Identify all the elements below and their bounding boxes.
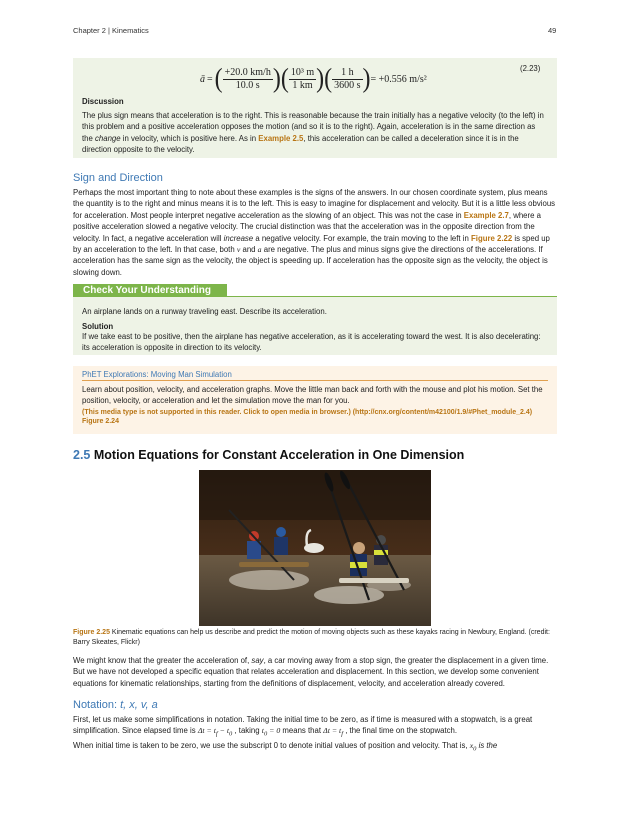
discussion-heading: Discussion xyxy=(82,97,124,106)
discussion-text: The plus sign means that acceleration is to the right. This is reasonable because the train initially has a negative velocity (to the left) in this problem and a positive acceleration opposes the motion (and so it is to the right). Again, acceleration is in the same direction as the change in velocity, which is positive here. As in Example 2.5, this acceleration can be called a deceleration since it is in the direction opposite to the velocity. xyxy=(82,111,544,155)
phet-title-rule xyxy=(82,380,548,381)
sign-direction-paragraph: Perhaps the most important thing to note about these examples is the signs of the answers. In our chosen coordinate system, plus means the quantity is to the right and minus means it is to the left. This is easy to imagine for displacement and velocity. But it is a little less obvious for acceleration. Most people interpret negative acceleration as the slowing of an object. This was not the case in Example 2.7, where a positive acceleration slowed a negative velocity. The crucial distinction was that the acceleration was in the opposite direction from the velocity. In fact, a negative acceleration will increase a negative velocity. For example, the train moving to the left in Figure 2.22 is sped up by an acceleration to the left. In that case, both v and a are negative. The plus and minus signs give the directions of the accelerations. If acceleration has the same sign as the velocity, the object is speeding up. If acceleration has the opposite sign as the velocity, the object is slowing down. xyxy=(73,188,556,277)
notation-paragraph-2: When initial time is taken to be zero, we use the subscript 0 to denote initial values of position and velocity. That is, $x_0$ is the xyxy=(73,741,498,753)
section-title: Motion Equations for Constant Acceleration in One Dimension xyxy=(93,448,465,462)
check-solution-text: If we take east to be positive, then the airplane has negative acceleration, as it is accelerating toward the west. It is also decelerating: its acceleration is opposite in direction to its velocity. xyxy=(82,332,541,353)
equation-result: = +0.556 m/s² xyxy=(370,73,427,85)
body-paragraph-1: We might know that the greater the acceleration of, say, a car moving away from a stop sign, the greater the displacement in a given time. But we have not developed a specific equation that relates acceleration and displacement. In this section, we develop some convenient equations for kinematic relationships, starting from the definitions of displacement, velocity, and acceleration already covered. xyxy=(73,656,549,688)
link-example-2-5[interactable]: Example 2.5 xyxy=(258,133,304,143)
fraction-3: $\frac{1 h}{3600 s}$ xyxy=(334,66,361,91)
fraction-1: $\frac{+20.0 km/h}{10.0 s}$ xyxy=(224,66,271,91)
page-number: 49 xyxy=(548,26,557,35)
running-header-chapter: Chapter 2 | Kinematics xyxy=(73,26,149,35)
section-number: 2.5 xyxy=(73,448,91,462)
figure-2-25-caption: Figure 2.25 Kinematic equations can help us describe and predict the motion of moving objects such as these kayaks racing in Newbury, England. (credit: Barry Skeates, Flickr) xyxy=(73,629,550,646)
phet-figure-label: Figure 2.24 xyxy=(82,418,119,425)
phet-media-link[interactable]: (This media type is not supported in this reader. Click to open media in browser.) (http://cnx.org/content/m42100/1.9/#Phet_module_2.4) xyxy=(82,409,533,416)
figure-2-25-label: Figure 2.25 xyxy=(73,629,110,636)
link-figure-2-22[interactable]: Figure 2.22 xyxy=(471,233,513,243)
notation-paragraph-1: First, let us make some simplifications in notation. Taking the initial time to be zero, as if time is measured with a stopwatch, is a great simplification. Since elapsed time is $\Delta t = t_f - t_0$ , taking $t_0 = 0$ means that $\Delta t = t_f$ , the final time on the stopwatch. xyxy=(73,715,533,738)
subsection-heading-sign-direction: Sign and Direction xyxy=(73,172,163,184)
subsection-heading-notation: Notation: t, x, v, a xyxy=(73,699,158,711)
equation-2-23: ā = ( $\frac{+20.0 km/h}{10.0 s}$ ) ( $\frac{\text{10³ m}}{1 km}$ ) ( $\frac{1 h}{3600 s}$ ) = +0.556 m/s² xyxy=(200,64,427,94)
elapsed-time-equation: $\Delta t = t_f - t_0$ xyxy=(197,726,233,738)
check-question: An airplane lands on a runway traveling east. Describe its acceleration. xyxy=(82,307,327,316)
check-solution-heading: Solution xyxy=(82,322,114,331)
equation-number: (2.23) xyxy=(520,64,541,73)
phet-text: Learn about position, velocity, and acceleration graphs. Move the little man back and forth with the mouse and plot his motion. Set the position, velocity, or acceleration and let the simulation move the man for you. xyxy=(82,385,543,406)
check-understanding-tab: Check Your Understanding xyxy=(73,284,227,298)
section-heading xyxy=(73,448,464,462)
fraction-2: $\frac{\text{10³ m}}{1 km}$ xyxy=(290,66,315,91)
phet-title: PhET Explorations: Moving Man Simulation xyxy=(82,370,232,379)
kayak-race-photo xyxy=(199,470,431,626)
equation-lhs: ā xyxy=(200,73,205,85)
link-example-2-7[interactable]: Example 2.7 xyxy=(463,210,509,220)
